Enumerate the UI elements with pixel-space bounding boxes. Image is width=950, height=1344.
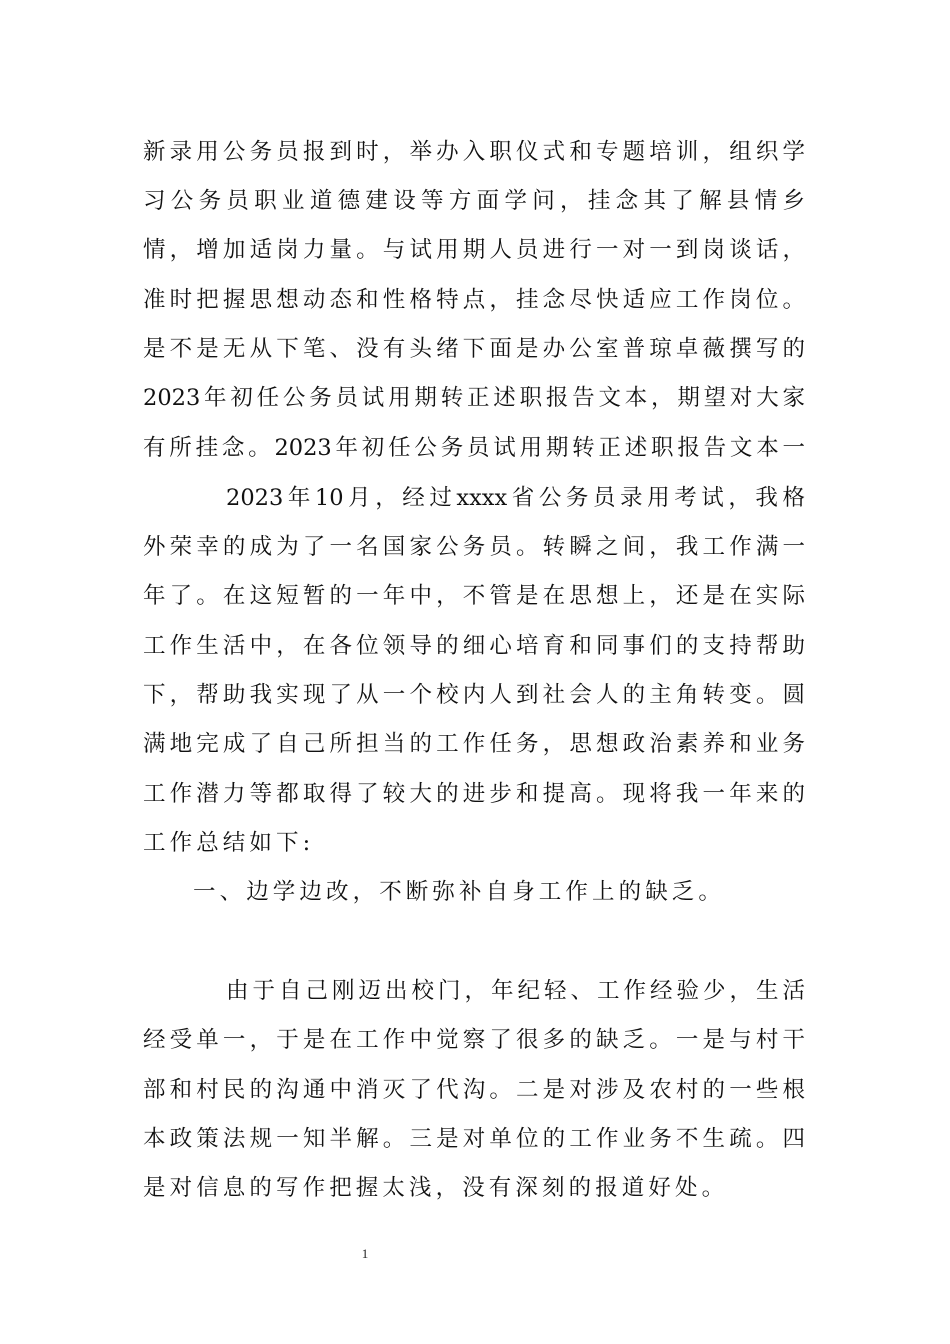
section-heading: 一、边学边改，不断弥补自身工作上的缺乏。	[193, 879, 726, 905]
text-line: 2023年初任公务员试用期转正述职报告文本，期望对大家	[143, 385, 805, 411]
text-line: 年了。在这短暂的一年中，不管是在思想上，还是在实际	[143, 583, 805, 609]
paragraph-first-line: 由于自己刚迈出校门，年纪轻、工作经验少，生活	[226, 978, 805, 1004]
text-line: 部和村民的沟通中消灭了代沟。二是对涉及农村的一些根	[143, 1077, 805, 1103]
page-number: 1	[361, 1246, 369, 1261]
text-line: 下，帮助我实现了从一个校内人到社会人的主角转变。圆	[143, 682, 805, 708]
text-line: 新录用公务员报到时，举办入职仪式和专题培训，组织学	[143, 139, 805, 165]
text-line: 工作潜力等都取得了较大的进步和提高。现将我一年来的	[143, 781, 805, 807]
text-line: 工作生活中，在各位领导的细心培育和同事们的支持帮助	[143, 633, 805, 659]
text-line: 满地完成了自己所担当的工作任务，思想政治素养和业务	[143, 731, 805, 757]
text-line: 有所挂念。2023年初任公务员试用期转正述职报告文本一	[143, 435, 805, 461]
paragraph-first-line: 2023年10月，经过xxxx省公务员录用考试，我格	[226, 485, 805, 511]
text-line: 情，增加适岗力量。与试用期人员进行一对一到岗谈话，	[143, 237, 805, 263]
text-line: 经受单一，于是在工作中觉察了很多的缺乏。一是与村干	[143, 1027, 805, 1053]
text-line: 习公务员职业道德建设等方面学问，挂念其了解县情乡	[143, 188, 805, 214]
text-line: 是不是无从下笔、没有头绪下面是办公室普琼卓薇撰写的	[143, 336, 805, 362]
text-line: 是对信息的写作把握太浅，没有深刻的报道好处。	[143, 1175, 729, 1201]
text-line: 本政策法规一知半解。三是对单位的工作业务不生疏。四	[143, 1126, 805, 1152]
text-line: 准时把握思想动态和性格特点，挂念尽快适应工作岗位。	[143, 287, 805, 313]
text-line: 外荣幸的成为了一名国家公务员。转瞬之间，我工作满一	[143, 534, 805, 560]
text-line: 工作总结如下:	[143, 830, 315, 856]
